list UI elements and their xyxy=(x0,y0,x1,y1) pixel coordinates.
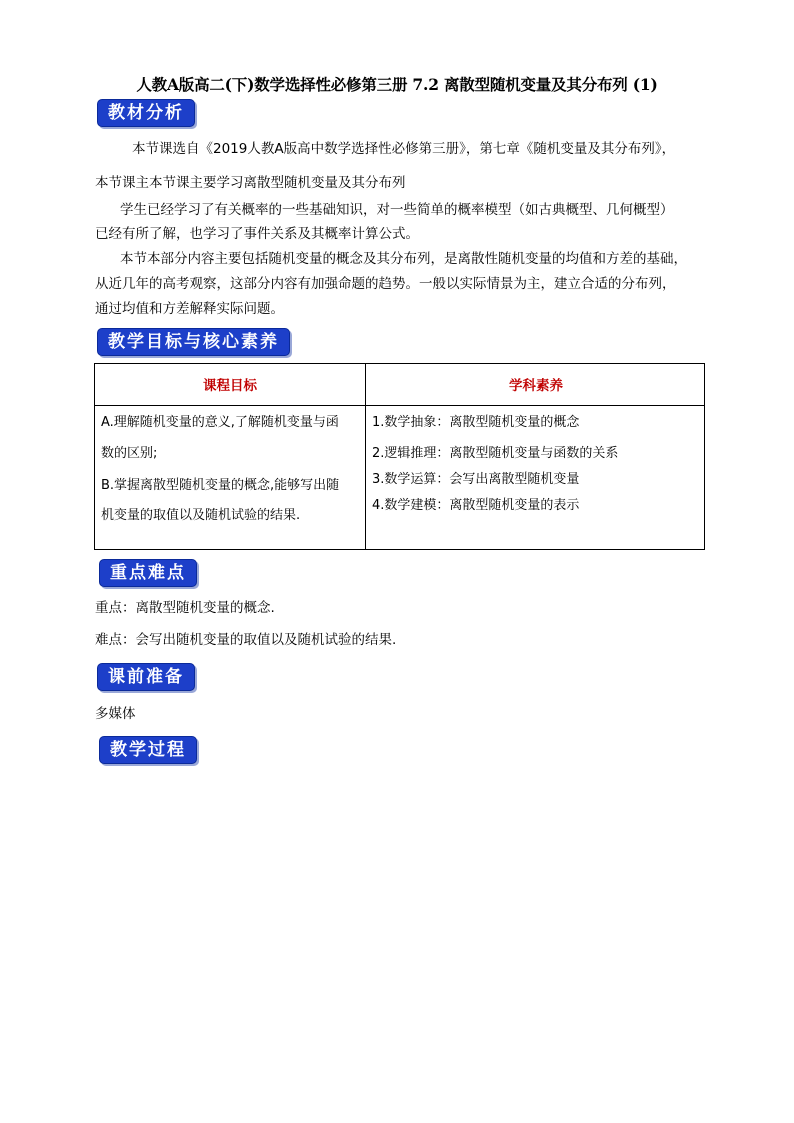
table-header-course-goals: 课程目标 xyxy=(203,378,257,394)
analysis-p1-line2: 本节课主本节课主要学习离散型随机变量及其分布列 xyxy=(95,175,406,191)
table-row-divider xyxy=(95,405,704,406)
difficulty-text: 难点：会写出随机变量的取值以及随机试验的结果. xyxy=(95,632,397,648)
analysis-p3-line1: 本节本部分内容主要包括随机变量的概念及其分布列，是离散性随机变量的均值和方差的基础， xyxy=(120,251,687,267)
analysis-p1-line1: 本节课选自《2019人教A版高中数学选择性必修第三册》，第七章《随机变量及其分布列》， xyxy=(132,141,676,157)
literacy-line: 1.数学抽象：离散型随机变量的概念 xyxy=(372,415,580,430)
section-badge-goals: 教学目标与核心素养 xyxy=(97,328,290,356)
course-goal-line: 数的区别; xyxy=(101,446,158,461)
section-badge-process: 教学过程 xyxy=(99,736,197,764)
analysis-p2-line1: 学生已经学习了有关概率的一些基础知识，对一些简单的概率模型（如古典概型、几何概型） xyxy=(120,202,674,218)
analysis-p3-line2: 从近几年的高考观察，这部分内容有加强命题的趋势。一般以实际情景为主，建立合适的分布列， xyxy=(95,276,676,292)
goals-table xyxy=(94,363,705,550)
table-header-subject-literacy: 学科素养 xyxy=(509,378,563,394)
section-badge-prep: 课前准备 xyxy=(97,663,195,691)
prep-media-text: 多媒体 xyxy=(95,706,136,722)
analysis-p2-line2: 已经有所了解，也学习了事件关系及其概率计算公式。 xyxy=(95,226,419,242)
course-goal-line: B.掌握离散型随机变量的概念,能够写出随 xyxy=(101,478,340,493)
section-badge-analysis: 教材分析 xyxy=(97,99,195,127)
analysis-p3-line3: 通过均值和方差解释实际问题。 xyxy=(95,301,284,317)
course-goal-line: A.理解随机变量的意义,了解随机变量与函 xyxy=(101,415,339,430)
key-point-text: 重点：离散型随机变量的概念. xyxy=(95,600,275,616)
literacy-line: 2.逻辑推理：离散型随机变量与函数的关系 xyxy=(372,446,619,461)
literacy-line: 4.数学建模：离散型随机变量的表示 xyxy=(372,498,580,513)
course-goal-line: 机变量的取值以及随机试验的结果. xyxy=(101,508,301,523)
section-badge-keypoints: 重点难点 xyxy=(99,559,197,587)
page-title: 人教A版高二(下)数学选择性必修第三册 7.2 离散型随机变量及其分布列 (1) xyxy=(136,75,658,94)
literacy-line: 3.数学运算：会写出离散型随机变量 xyxy=(372,472,580,487)
